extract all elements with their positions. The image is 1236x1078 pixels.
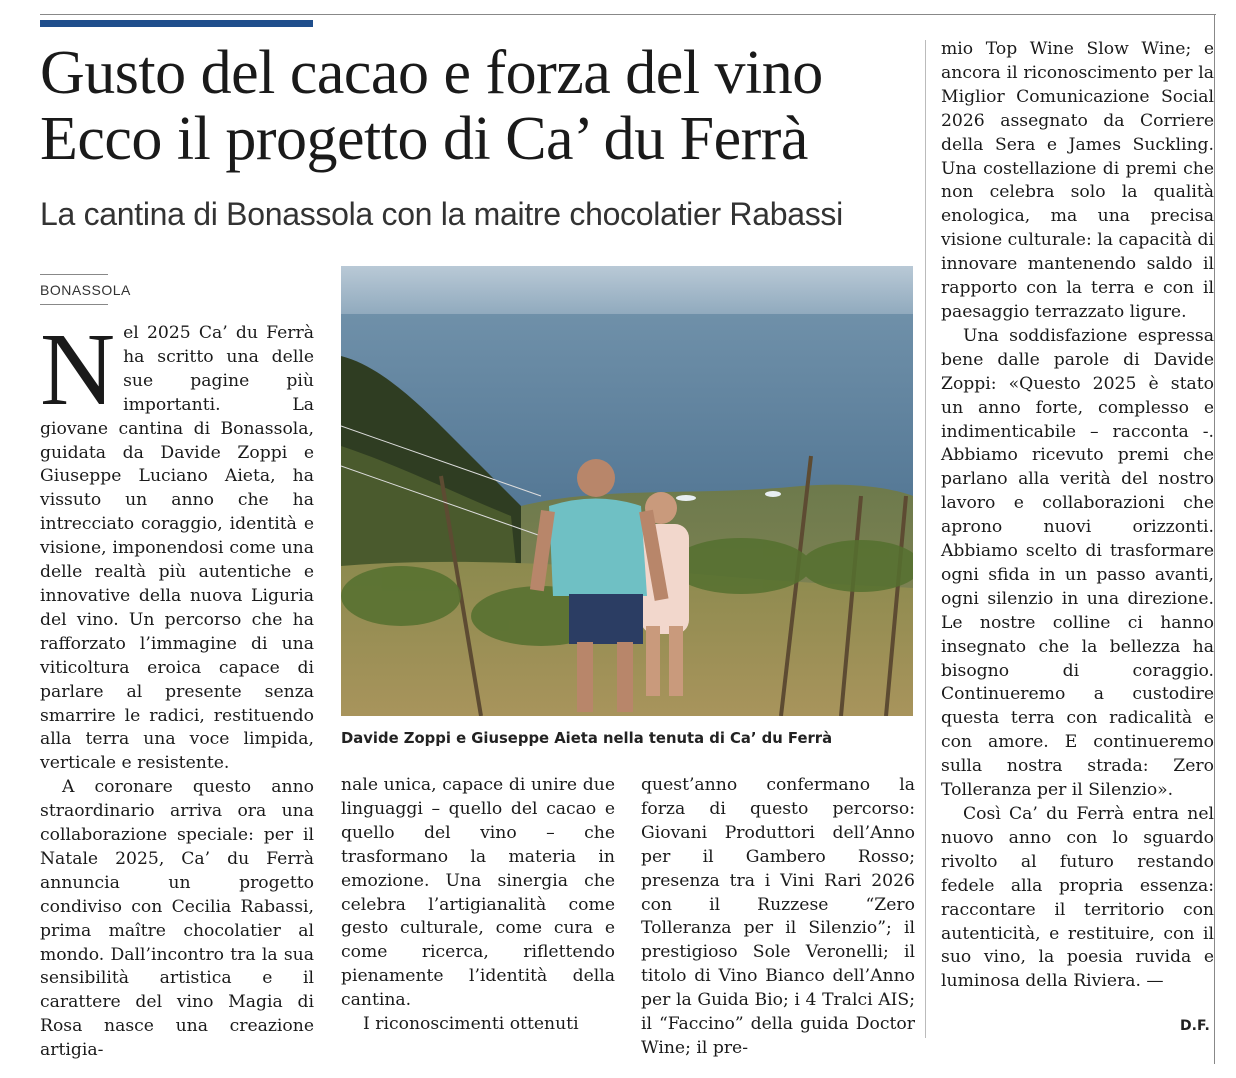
dateline: BONASSOLA [40, 282, 131, 298]
paragraph-1 [40, 312, 314, 776]
article-column-2 [341, 774, 615, 1037]
article-column-3 [641, 774, 915, 1061]
paragraph-2-part-2: nale unica, capace di unire due linguaggi – quello del cacao e quello del vino – che trasformano la materia in emozione. Una sinergia che celebra l’artigianalità come gesto culturale, come cura e come ricerca, riflettendo pienamente l’identità della cantina. [341, 775, 615, 1011]
headline-line-2: Ecco il progetto di Ca’ du Ferrà [40, 105, 808, 173]
section-accent-bar [40, 20, 313, 27]
headline-line-1: Gusto del cacao e forza del vino [40, 39, 823, 107]
headline [40, 40, 925, 172]
article-column-4 [941, 38, 1214, 994]
paragraph-3-part-1: I riconoscimenti ottenuti [363, 1014, 579, 1035]
article-photo [341, 266, 913, 716]
vineyard-photo-illustration [341, 266, 913, 716]
column-divider [925, 40, 926, 1038]
top-rule [40, 14, 1216, 15]
author-signature: D.F. [1180, 1018, 1210, 1034]
photo-caption: Davide Zoppi e Giuseppe Aieta nella tenuta di Ca’ du Ferrà [341, 730, 833, 747]
dateline-rule-top [40, 274, 108, 275]
paragraph-4: Una soddisfazione espressa bene dalle parole di Davide Zoppi: «Questo 2025 è stato un anno forte, complesso e indimenticabile – racconta -. Abbiamo ricevuto premi che parlano alla verità del nostro lavoro e collaborazioni che aprono nuovi orizzonti. Abbiamo scelto di trasformare ogni sfida in un passo avanti, ogni silenzio in una direzione. Le nostre colline ci hanno insegnato che la bellezza ha bisogno di coraggio. Continueremo a custodire questa terra con radicalità e con amore. E continueremo sulla nostra strada: Zero Tolleranza per il Silenzio». [941, 325, 1214, 801]
paragraph-5: Così Ca’ du Ferrà entra nel nuovo anno con lo sguardo rivolto al futuro restando fedele alla propria essenza: raccontare il territorio con autenticità, e restituire, con il suo vino, la poesia ruvida e luminosa della Riviera. — [941, 804, 1214, 992]
article-column-1 [40, 312, 314, 1063]
page-right-rule [1214, 14, 1215, 1064]
paragraph-1-text: el 2025 Ca’ du Ferrà ha scritto una delle sue pagine più importanti. La giovane cantina di Bonassola, guidata da Davide Zoppi e Giuseppe Luciano Aieta, ha vissuto un anno che ha intrecciato coraggio, identità e visione, imponendosi come una delle realtà più autentiche e innovative della nuova Liguria del vino. Un percorso che ha rafforzato l’immagine di una viticoltura eroica capace di parlare al presente senza smarrire le radici, restituendo alla terra una voce limpida, verticale e resistente. [40, 323, 314, 774]
paragraph-2-part-1: A coronare questo anno straordinario arriva ora una collaborazione speciale: per il Natale 2025, Ca’ du Ferrà annuncia un progetto condiviso con Cecilia Rabassi, prima maître chocolatier al mondo. Dall’incontro tra la sua sensibilità artistica e il carattere del vino Magia di Rosa nasce una creazione artigia- [40, 777, 314, 1061]
drop-cap: N [40, 312, 116, 427]
dateline-rule-bottom [40, 304, 108, 305]
paragraph-3-part-2: quest’anno confermano la forza di questo percorso: Giovani Produttori dell’Anno per il Gambero Rosso; presenza tra i Vini Rari 2026 con il Ruzzese “Zero Tolleranza per il Silenzio”; il prestigioso Sole Veronelli; il titolo di Vino Bianco dell’Anno per la Guida Bio; i 4 Tralci AIS; il “Faccino” della guida Doctor Wine; il pre- [641, 775, 915, 1058]
paragraph-3-part-3: mio Top Wine Slow Wine; e ancora il riconoscimento per la Miglior Comunicazione Social 2026 assegnato da Corriere della Sera e James Suckling. Una costellazione di premi che non celebra solo la qualità enologica, ma una precisa visione culturale: la capacità di innovare mantenendo saldo il rapporto con la terra e con il paesaggio terrazzato ligure. [941, 39, 1214, 322]
subheadline: La cantina di Bonassola con la maitre chocolatier Rabassi [40, 196, 843, 232]
